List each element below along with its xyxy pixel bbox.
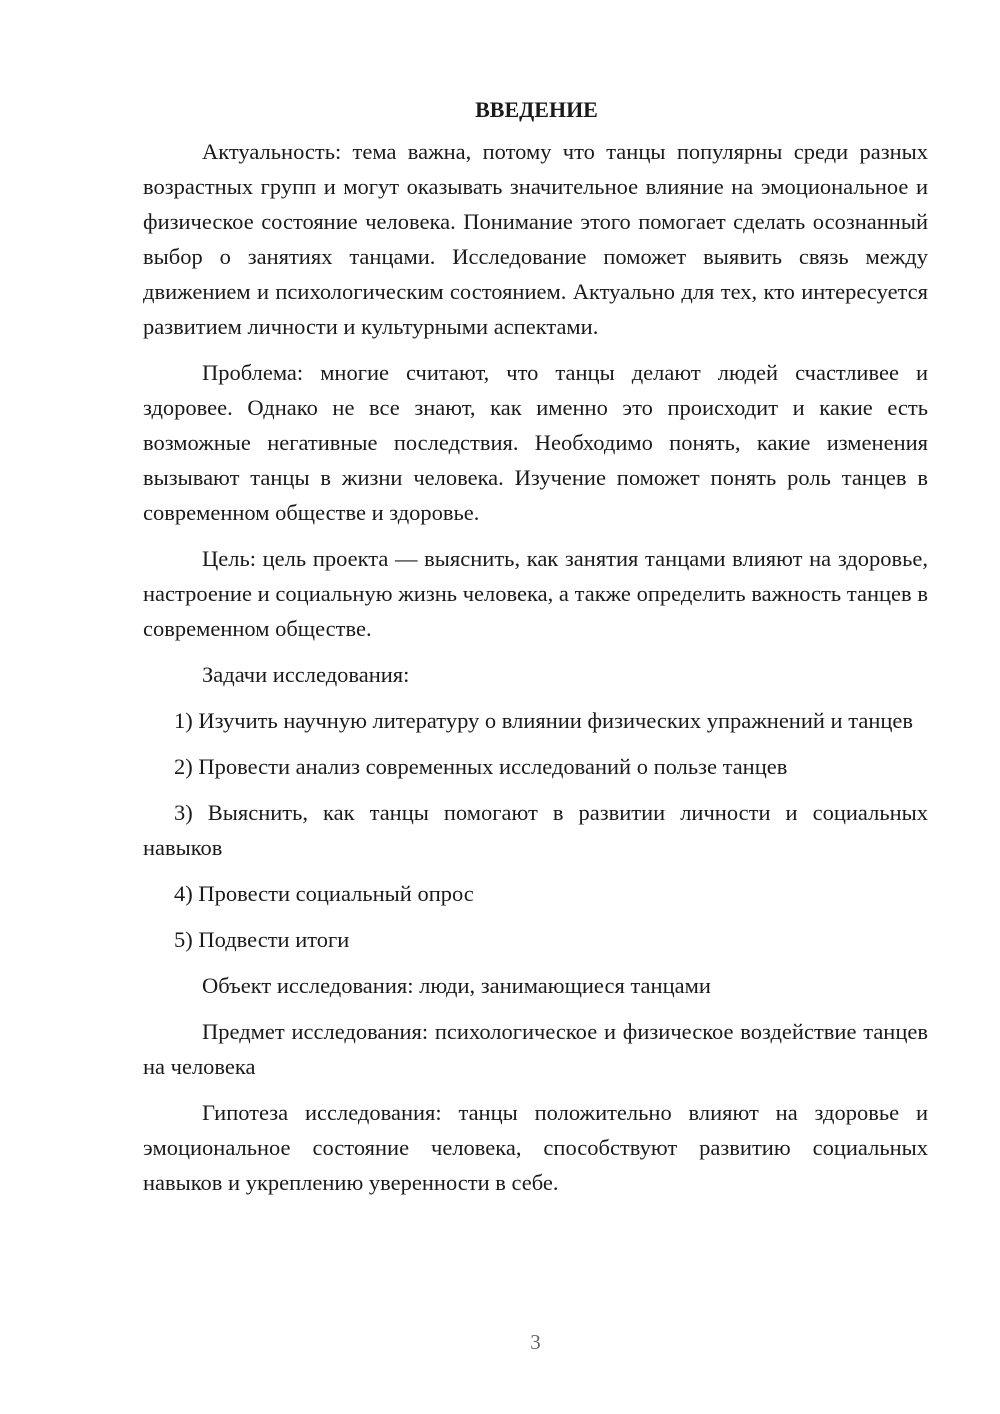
document-page <box>143 92 928 1211</box>
problem-paragraph: Проблема: многие считают, что танцы делают людей счастливее и здоровее. Однако не все знают, как именно это происходит и какие есть возможные негативные последствия. Необходимо понять, какие изменения вызывают танцы в жизни человека. Изучение поможет понять роль танцев в современном обществе и здоровье. <box>143 360 928 525</box>
relevance-paragraph: Актуальность: тема важна, потому что танцы популярны среди разных возрастных групп и могут оказывать значительное влияние на эмоциональное и физическое состояние человека. Понимание этого помогает сделать осознанный выбор о занятиях танцами. Исследование поможет выявить связь между движением и психологическим состоянием. Актуально для тех, кто интересуется развитием личности и культурными аспектами. <box>143 139 928 339</box>
tasks-title: Задачи исследования: <box>202 662 410 687</box>
task-item: 1) Изучить научную литературу о влиянии физических упражнений и танцев <box>174 708 914 733</box>
task-item: 2) Провести анализ современных исследований о пользе танцев <box>174 754 788 779</box>
task-item: 4) Провести социальный опрос <box>174 881 474 906</box>
page-number: 3 <box>530 1330 541 1354</box>
task-item: 5) Подвести итоги <box>174 927 350 952</box>
object-paragraph: Объект исследования: люди, занимающиеся танцами <box>202 973 711 998</box>
task-item: 3) Выяснить, как танцы помогают в развитии личности и социальных навыков <box>143 800 928 860</box>
page-title: ВВЕДЕНИЕ <box>475 97 598 122</box>
subject-paragraph: Предмет исследования: психологическое и физическое воздействие танцев на человека <box>143 1019 928 1079</box>
goal-paragraph: Цель: цель проекта — выяснить, как занятия танцами влияют на здоровье, настроение и социальную жизнь человека, а также определить важность танцев в современном обществе. <box>143 546 928 641</box>
hypothesis-paragraph: Гипотеза исследования: танцы положительно влияют на здоровье и эмоциональное состояние человека, способствуют развитию социальных навыков и укреплению уверенности в себе. <box>143 1100 928 1195</box>
